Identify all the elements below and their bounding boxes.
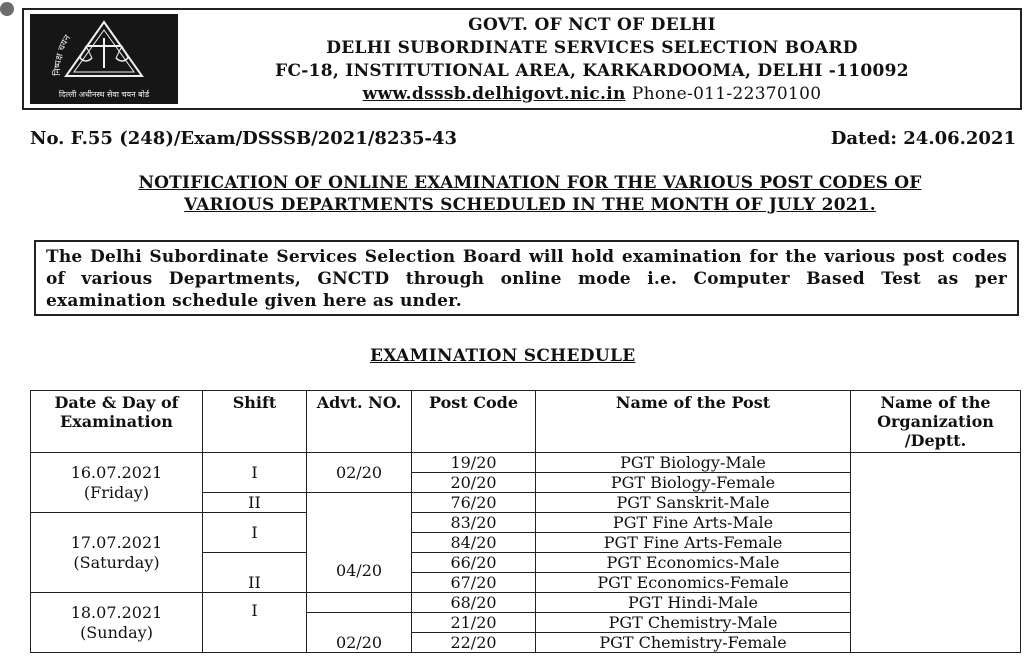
header-organization: Name of the Organization /Deptt. <box>851 391 1021 453</box>
reference-number: No. F.55 (248)/Exam/DSSSB/2021/8235-43 <box>30 128 458 149</box>
post-name-cell: PGT Economics-Female <box>536 573 851 593</box>
date-cell <box>31 453 203 513</box>
post-name-cell: PGT Hindi-Male <box>536 593 851 613</box>
post-code-cell: 83/20 <box>412 513 536 533</box>
advt-value: 04/20 <box>335 561 383 580</box>
date-cell <box>31 513 203 593</box>
header-date: Date & Day of Examination <box>31 391 203 453</box>
organization-cell <box>851 453 1021 653</box>
advt-cell <box>307 493 412 593</box>
schedule-title: EXAMINATION SCHEDULE <box>370 346 636 366</box>
exam-day: (Sunday) <box>80 622 153 642</box>
logo-caption: दिल्ली अधीनस्थ सेवा चयन बोर्ड <box>58 90 150 99</box>
post-name-cell: PGT Fine Arts-Male <box>536 513 851 533</box>
advt-cell: 02/20 <box>307 453 412 493</box>
shift-cell: I <box>203 593 307 653</box>
advt-value: 02/20 <box>335 633 383 652</box>
schedule-table <box>30 390 1021 653</box>
letterhead-text <box>184 14 1000 106</box>
post-code-cell: 20/20 <box>412 473 536 493</box>
post-code-cell: 66/20 <box>412 553 536 573</box>
header-shift: Shift <box>203 391 307 453</box>
post-name-cell: PGT Biology-Female <box>536 473 851 493</box>
post-name-cell: PGT Chemistry-Male <box>536 613 851 633</box>
svg-text:निष्पक्ष चयन: निष्पक्ष चयन <box>52 33 74 76</box>
shift-cell: I <box>203 453 307 493</box>
exam-day: (Saturday) <box>73 552 160 572</box>
shift-cell: I <box>203 513 307 553</box>
shift-cell: II <box>203 553 307 593</box>
post-code-cell: 76/20 <box>412 493 536 513</box>
board-address: FC-18, INSTITUTIONAL AREA, KARKARDOOMA, DELHI -110092 <box>275 61 909 81</box>
post-name-cell: PGT Economics-Male <box>536 553 851 573</box>
notification-title-line2: VARIOUS DEPARTMENTS SCHEDULED IN THE MONTH OF JULY 2021. <box>184 195 876 215</box>
post-name-cell: PGT Biology-Male <box>536 453 851 473</box>
board-name: DELHI SUBORDINATE SERVICES SELECTION BOARD <box>326 38 858 58</box>
post-name-cell: PGT Chemistry-Female <box>536 633 851 653</box>
contact-line <box>184 83 1000 106</box>
exam-date: 18.07.2021 <box>70 602 163 622</box>
date-cell <box>31 593 203 653</box>
govt-line: GOVT. OF NCT OF DELHI <box>468 15 716 35</box>
post-code-cell: 84/20 <box>412 533 536 553</box>
post-name-cell: PGT Fine Arts-Female <box>536 533 851 553</box>
corner-dot <box>0 2 14 16</box>
table-row <box>31 453 1021 473</box>
shift-cell: II <box>203 493 307 513</box>
website-link[interactable]: www.dsssb.delhigovt.nic.in <box>362 84 626 104</box>
advt-cell <box>307 593 412 613</box>
post-code-cell: 22/20 <box>412 633 536 653</box>
notification-title <box>36 172 1024 216</box>
exam-date: 17.07.2021 <box>70 532 163 552</box>
exam-date: 16.07.2021 <box>70 462 163 482</box>
advt-cell <box>307 613 412 653</box>
post-code-cell: 19/20 <box>412 453 536 473</box>
header-advt: Advt. NO. <box>307 391 412 453</box>
intro-paragraph: The Delhi Subordinate Services Selection Board will hold examination for the various post codes of various Departments, GNCTD through online mode i.e. Computer Based Test as per examination schedule given here as under. <box>34 240 1019 316</box>
post-code-cell: 68/20 <box>412 593 536 613</box>
header-post-code: Post Code <box>412 391 536 453</box>
exam-day: (Friday) <box>83 482 150 502</box>
dsssb-logo <box>30 14 178 104</box>
post-name-cell: PGT Sanskrit-Male <box>536 493 851 513</box>
reference-date: Dated: 24.06.2021 <box>830 128 1016 149</box>
post-code-cell: 21/20 <box>412 613 536 633</box>
table-header-row <box>31 391 1021 453</box>
letterhead <box>22 8 1022 110</box>
notification-title-line1: NOTIFICATION OF ONLINE EXAMINATION FOR THE VARIOUS POST CODES OF <box>138 173 922 193</box>
post-code-cell: 67/20 <box>412 573 536 593</box>
header-post-name: Name of the Post <box>536 391 851 453</box>
phone-number: Phone-011-22370100 <box>631 84 822 104</box>
